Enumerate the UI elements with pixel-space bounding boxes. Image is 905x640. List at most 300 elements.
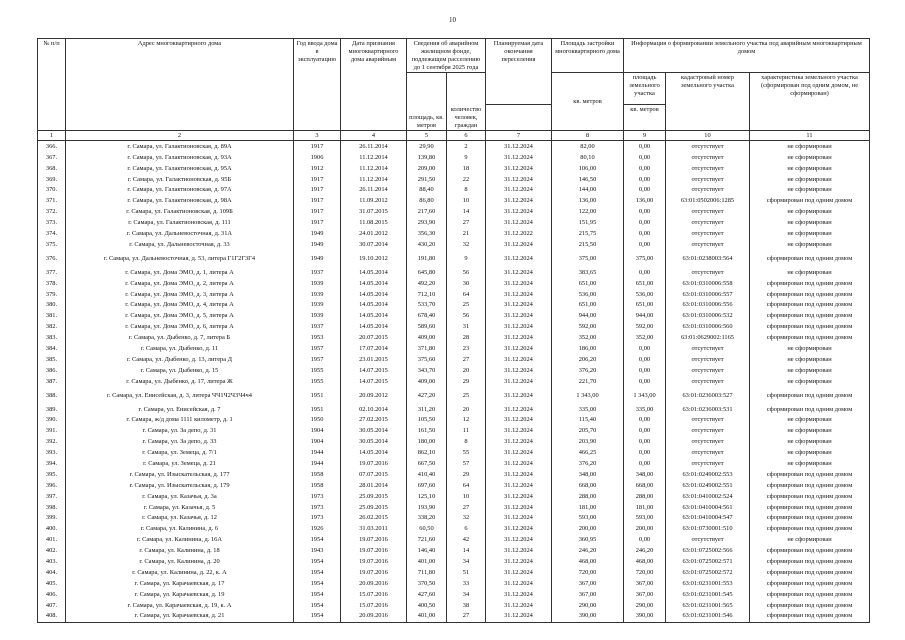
- address-cell: г. Самара, ул. Дыбенко, д. 11: [66, 343, 294, 354]
- row-number-cell: 376.: [38, 250, 66, 267]
- land-area-cell: 0,00: [624, 152, 666, 163]
- people-count-cell: 29: [447, 376, 486, 387]
- row-number-cell: 390.: [38, 415, 66, 426]
- year-built-cell: 1937: [294, 267, 341, 278]
- planned-date-cell: 31.12.2024: [486, 513, 552, 524]
- table-row: [38, 174, 870, 185]
- date-recognized-cell: 31.07.2015: [341, 206, 407, 217]
- area-cell: 29,90: [407, 141, 447, 152]
- table-row: [38, 267, 870, 278]
- planned-date-cell: 31.12.2024: [486, 206, 552, 217]
- row-number-cell: 366.: [38, 141, 66, 152]
- cadastral-number-cell: 63:01:0310006:532: [666, 310, 750, 321]
- planned-date-cell: 31.12.2024: [486, 163, 552, 174]
- area-cell: 862,10: [407, 447, 447, 458]
- year-built-cell: 1954: [294, 578, 341, 589]
- header-column-number: 1: [38, 131, 66, 141]
- header-column-number: 3: [294, 131, 341, 141]
- year-built-cell: 1917: [294, 174, 341, 185]
- building-footprint-cell: 186,00: [552, 343, 624, 354]
- land-area-cell: 0,00: [624, 239, 666, 250]
- area-cell: 311,20: [407, 404, 447, 415]
- date-recognized-cell: 14.07.2015: [341, 365, 407, 376]
- land-area-cell: 200,00: [624, 524, 666, 535]
- address-cell: г. Самара, ул. За депо, д. 33: [66, 436, 294, 447]
- date-recognized-cell: 30.05.2014: [341, 425, 407, 436]
- area-cell: 712,10: [407, 289, 447, 300]
- land-area-cell: 246,20: [624, 545, 666, 556]
- planned-date-cell: 31.12.2024: [486, 354, 552, 365]
- address-cell: г. Самара, ул. Дома ЭМО, д. 1, литера А: [66, 267, 294, 278]
- land-status-cell: сформирован под одним домом: [750, 469, 870, 480]
- cadastral-number-cell: 63:01:0725002:572: [666, 567, 750, 578]
- building-footprint-cell: 215,75: [552, 228, 624, 239]
- land-status-cell: не сформирован: [750, 447, 870, 458]
- land-area-cell: 288,00: [624, 491, 666, 502]
- table-row: [38, 491, 870, 502]
- row-number-cell: 383.: [38, 332, 66, 343]
- people-count-cell: 10: [447, 491, 486, 502]
- table-row: [38, 567, 870, 578]
- building-footprint-cell: 367,00: [552, 589, 624, 600]
- land-area-cell: 375,00: [624, 250, 666, 267]
- cadastral-number-cell: 63:01:0410004:561: [666, 502, 750, 513]
- people-count-cell: 64: [447, 480, 486, 491]
- land-status-cell: сформирован под одним домом: [750, 567, 870, 578]
- planned-date-cell: 31.12.2024: [486, 534, 552, 545]
- planned-date-cell: 31.12.2024: [486, 600, 552, 611]
- year-built-cell: 1953: [294, 332, 341, 343]
- planned-date-cell: 31.12.2024: [486, 524, 552, 535]
- table-row: [38, 376, 870, 387]
- land-area-cell: 181,00: [624, 502, 666, 513]
- cadastral-number-cell: 63:01:0410004:547: [666, 513, 750, 524]
- planned-date-cell: 31.12.2024: [486, 458, 552, 469]
- date-recognized-cell: 20.07.2015: [341, 332, 407, 343]
- cadastral-number-cell: 63:01:0310006:556: [666, 300, 750, 311]
- people-count-cell: 2: [447, 141, 486, 152]
- year-built-cell: 1954: [294, 534, 341, 545]
- row-number-cell: 403.: [38, 556, 66, 567]
- date-recognized-cell: 26.11.2014: [341, 141, 407, 152]
- area-cell: 667,50: [407, 458, 447, 469]
- land-status-cell: сформирован под одним домом: [750, 250, 870, 267]
- row-number-cell: 408.: [38, 611, 66, 622]
- address-cell: г. Самара, ул. Карачаевская, д. 21: [66, 611, 294, 622]
- date-recognized-cell: 14.05.2014: [341, 447, 407, 458]
- land-area-cell: 367,00: [624, 578, 666, 589]
- building-footprint-cell: 468,00: [552, 556, 624, 567]
- address-cell: г. Самара, ул. Калинина, д. 16А: [66, 534, 294, 545]
- planned-date-cell: 31.12.2024: [486, 289, 552, 300]
- date-recognized-cell: 19.10.2012: [341, 250, 407, 267]
- people-count-cell: 57: [447, 458, 486, 469]
- address-cell: г. Самара, ул. Дальневосточная, д. 33: [66, 239, 294, 250]
- land-area-cell: 0,00: [624, 163, 666, 174]
- planned-date-cell: 31.12.2024: [486, 491, 552, 502]
- table-row: [38, 289, 870, 300]
- area-cell: 338,20: [407, 513, 447, 524]
- year-built-cell: 1944: [294, 447, 341, 458]
- table-row: [38, 469, 870, 480]
- land-status-cell: не сформирован: [750, 267, 870, 278]
- year-built-cell: 1943: [294, 545, 341, 556]
- area-cell: 191,80: [407, 250, 447, 267]
- cadastral-number-cell: отсутствует: [666, 239, 750, 250]
- header-column-number: 5: [407, 131, 447, 141]
- land-area-cell: 0,00: [624, 141, 666, 152]
- table-row: [38, 600, 870, 611]
- table-row: [38, 578, 870, 589]
- year-built-cell: 1955: [294, 376, 341, 387]
- header-column-number: 8: [552, 131, 624, 141]
- land-status-cell: не сформирован: [750, 436, 870, 447]
- planned-date-cell: 31.12.2024: [486, 217, 552, 228]
- table-row: [38, 354, 870, 365]
- building-footprint-cell: 376,20: [552, 365, 624, 376]
- year-built-cell: 1917: [294, 141, 341, 152]
- row-number-cell: 407.: [38, 600, 66, 611]
- land-area-cell: 0,00: [624, 174, 666, 185]
- table-row: [38, 185, 870, 196]
- building-footprint-cell: 181,00: [552, 502, 624, 513]
- land-status-cell: сформирован под одним домом: [750, 332, 870, 343]
- land-status-cell: сформирован под одним домом: [750, 524, 870, 535]
- land-area-cell: 390,00: [624, 611, 666, 622]
- date-recognized-cell: 14.05.2014: [341, 278, 407, 289]
- row-number-cell: 374.: [38, 228, 66, 239]
- cadastral-number-cell: 63:01:0231001:546: [666, 611, 750, 622]
- year-built-cell: 1906: [294, 152, 341, 163]
- address-cell: г. Самара, ул. Карачаевская, д. 17: [66, 578, 294, 589]
- land-status-cell: не сформирован: [750, 239, 870, 250]
- land-area-cell: 0,00: [624, 217, 666, 228]
- building-footprint-cell: 136,00: [552, 195, 624, 206]
- row-number-cell: 377.: [38, 267, 66, 278]
- address-cell: г. Самара, ул. Дыбенко, д. 15: [66, 365, 294, 376]
- row-number-cell: 388.: [38, 387, 66, 404]
- table-row: [38, 228, 870, 239]
- planned-date-cell: 31.12.2024: [486, 502, 552, 513]
- people-count-cell: 27: [447, 502, 486, 513]
- planned-date-cell: 31.12.2024: [486, 589, 552, 600]
- address-cell: г. Самара, ул. Галактионовская, д. 111: [66, 217, 294, 228]
- planned-date-cell: 31.12.2024: [486, 545, 552, 556]
- address-cell: г. Самара, ул. Галактионовская, д. 97А: [66, 185, 294, 196]
- row-number-cell: 372.: [38, 206, 66, 217]
- cadastral-number-cell: отсутствует: [666, 185, 750, 196]
- people-count-cell: 12: [447, 415, 486, 426]
- table-row: [38, 404, 870, 415]
- land-area-cell: 0,00: [624, 206, 666, 217]
- area-cell: 410,40: [407, 469, 447, 480]
- land-area-cell: 0,00: [624, 415, 666, 426]
- date-recognized-cell: 11.12.2014: [341, 163, 407, 174]
- address-cell: г. Самара, ул. Казачья, д. 5: [66, 502, 294, 513]
- building-footprint-cell: 360,95: [552, 534, 624, 545]
- planned-date-cell: 31.12.2024: [486, 141, 552, 152]
- date-recognized-cell: 14.05.2014: [341, 267, 407, 278]
- planned-date-cell: 31.12.2024: [486, 195, 552, 206]
- cadastral-number-cell: отсутствует: [666, 217, 750, 228]
- header-column-number: 7: [486, 131, 552, 141]
- year-built-cell: 1973: [294, 502, 341, 513]
- table-row: [38, 480, 870, 491]
- area-cell: 430,20: [407, 239, 447, 250]
- planned-date-cell: 31.12.2024: [486, 376, 552, 387]
- people-count-cell: 20: [447, 404, 486, 415]
- date-recognized-cell: 14.07.2015: [341, 376, 407, 387]
- people-count-cell: 33: [447, 578, 486, 589]
- planned-date-cell: 31.12.2024: [486, 480, 552, 491]
- year-built-cell: 1904: [294, 425, 341, 436]
- row-number-cell: 392.: [38, 436, 66, 447]
- planned-date-cell: 31.12.2024: [486, 310, 552, 321]
- land-status-cell: сформирован под одним домом: [750, 491, 870, 502]
- land-status-cell: сформирован под одним домом: [750, 278, 870, 289]
- cadastral-number-cell: отсутствует: [666, 425, 750, 436]
- area-cell: 139,80: [407, 152, 447, 163]
- year-built-cell: 1957: [294, 354, 341, 365]
- cadastral-number-cell: 63:01:0249002:553: [666, 469, 750, 480]
- people-count-cell: 29: [447, 469, 486, 480]
- date-recognized-cell: 19.07.2016: [341, 458, 407, 469]
- table-row: [38, 436, 870, 447]
- people-count-cell: 23: [447, 343, 486, 354]
- table-row: [38, 556, 870, 567]
- building-footprint-cell: 288,00: [552, 491, 624, 502]
- land-area-cell: 944,00: [624, 310, 666, 321]
- land-status-cell: не сформирован: [750, 185, 870, 196]
- cadastral-number-cell: отсутствует: [666, 415, 750, 426]
- land-area-cell: 0,00: [624, 376, 666, 387]
- people-count-cell: 56: [447, 310, 486, 321]
- year-built-cell: 1917: [294, 195, 341, 206]
- address-cell: г. Самара, ул. Калинина, д. 22, к. А: [66, 567, 294, 578]
- table-row: [38, 310, 870, 321]
- table-row: [38, 589, 870, 600]
- land-status-cell: не сформирован: [750, 458, 870, 469]
- row-number-cell: 397.: [38, 491, 66, 502]
- people-count-cell: 8: [447, 185, 486, 196]
- planned-date-cell: 31.12.2024: [486, 436, 552, 447]
- date-recognized-cell: 20.09.2016: [341, 578, 407, 589]
- address-cell: г. Самара, ул. Казачья, д. 12: [66, 513, 294, 524]
- area-cell: 291,50: [407, 174, 447, 185]
- building-footprint-cell: 352,00: [552, 332, 624, 343]
- building-footprint-cell: 466,25: [552, 447, 624, 458]
- header-year: Год ввода дома в эксплуатацию: [294, 39, 341, 131]
- building-footprint-cell: 151,95: [552, 217, 624, 228]
- date-recognized-cell: 20.09.2012: [341, 387, 407, 404]
- cadastral-number-cell: 63:01:0725002:571: [666, 556, 750, 567]
- year-built-cell: 1954: [294, 556, 341, 567]
- people-count-cell: 9: [447, 152, 486, 163]
- row-number-cell: 399.: [38, 513, 66, 524]
- planned-date-cell: 31.12.2024: [486, 447, 552, 458]
- header-column-number: 4: [341, 131, 407, 141]
- table-row: [38, 415, 870, 426]
- land-status-cell: не сформирован: [750, 174, 870, 185]
- table-row: [38, 152, 870, 163]
- land-status-cell: сформирован под одним домом: [750, 404, 870, 415]
- address-cell: г. Самара, ул. Карачаевская, д. 19: [66, 589, 294, 600]
- address-cell: г. Самара, ул. Галактионовская, д. 98А: [66, 195, 294, 206]
- year-built-cell: 1954: [294, 589, 341, 600]
- people-count-cell: 56: [447, 267, 486, 278]
- area-cell: 371,80: [407, 343, 447, 354]
- address-cell: г. Самара, ул. Енисейская, д. 3, литера ЧЧ1Ч2Ч3Ч4ч4: [66, 387, 294, 404]
- people-count-cell: 25: [447, 300, 486, 311]
- land-status-cell: не сформирован: [750, 217, 870, 228]
- date-recognized-cell: 15.07.2016: [341, 600, 407, 611]
- building-footprint-cell: 383,65: [552, 267, 624, 278]
- area-cell: 180,00: [407, 436, 447, 447]
- area-cell: 533,70: [407, 300, 447, 311]
- building-footprint-cell: 246,20: [552, 545, 624, 556]
- row-number-cell: 381.: [38, 310, 66, 321]
- year-built-cell: 1973: [294, 513, 341, 524]
- date-recognized-cell: 14.05.2014: [341, 289, 407, 300]
- area-cell: 161,50: [407, 425, 447, 436]
- date-recognized-cell: 11.12.2014: [341, 174, 407, 185]
- people-count-cell: 27: [447, 354, 486, 365]
- table-row: [38, 206, 870, 217]
- planned-date-cell: 31.12.2024: [486, 415, 552, 426]
- building-footprint-cell: 200,00: [552, 524, 624, 535]
- cadastral-number-cell: 63:01:0236003:527: [666, 387, 750, 404]
- cadastral-number-cell: 63:01:0730001:510: [666, 524, 750, 535]
- people-count-cell: 14: [447, 206, 486, 217]
- area-cell: 711,80: [407, 567, 447, 578]
- table-row: [38, 458, 870, 469]
- area-cell: 721,60: [407, 534, 447, 545]
- row-number-cell: 369.: [38, 174, 66, 185]
- land-status-cell: сформирован под одним домом: [750, 556, 870, 567]
- planned-date-cell: 31.12.2024: [486, 278, 552, 289]
- planned-date-cell: 31.12.2024: [486, 174, 552, 185]
- building-footprint-cell: 367,00: [552, 578, 624, 589]
- row-number-cell: 406.: [38, 589, 66, 600]
- area-cell: 217,60: [407, 206, 447, 217]
- cadastral-number-cell: отсутствует: [666, 343, 750, 354]
- land-status-cell: не сформирован: [750, 376, 870, 387]
- building-footprint-cell: 1 343,00: [552, 387, 624, 404]
- building-footprint-cell: 376,20: [552, 458, 624, 469]
- land-area-cell: 0,00: [624, 447, 666, 458]
- area-cell: 427,20: [407, 387, 447, 404]
- planned-date-cell: 31.12.2024: [486, 425, 552, 436]
- table-row: [38, 332, 870, 343]
- header-column-number: 9: [624, 131, 666, 141]
- year-built-cell: 1937: [294, 321, 341, 332]
- building-footprint-cell: 146,50: [552, 174, 624, 185]
- building-footprint-cell: 144,00: [552, 185, 624, 196]
- address-cell: г. Самара, ул. Дальневосточная, д. 53, литера Г1Г2Г3Г4: [66, 250, 294, 267]
- land-status-cell: сформирован под одним домом: [750, 545, 870, 556]
- land-status-cell: сформирован под одним домом: [750, 289, 870, 300]
- date-recognized-cell: 14.05.2014: [341, 310, 407, 321]
- land-area-cell: 290,00: [624, 600, 666, 611]
- row-number-cell: 396.: [38, 480, 66, 491]
- area-cell: 86,80: [407, 195, 447, 206]
- row-number-cell: 393.: [38, 447, 66, 458]
- year-built-cell: 1955: [294, 365, 341, 376]
- people-count-cell: 34: [447, 556, 486, 567]
- area-cell: 427,60: [407, 589, 447, 600]
- land-status-cell: не сформирован: [750, 152, 870, 163]
- people-count-cell: 20: [447, 365, 486, 376]
- land-area-cell: 348,00: [624, 469, 666, 480]
- year-built-cell: 1954: [294, 600, 341, 611]
- address-cell: г. Самара, ул. Дальневосточная, д. 31А: [66, 228, 294, 239]
- date-recognized-cell: 07.07.2015: [341, 469, 407, 480]
- planned-date-cell: 31.12.2024: [486, 250, 552, 267]
- planned-date-cell: 31.12.2024: [486, 578, 552, 589]
- cadastral-number-cell: отсутствует: [666, 141, 750, 152]
- date-recognized-cell: 23.01.2015: [341, 354, 407, 365]
- land-area-cell: 593,00: [624, 513, 666, 524]
- cadastral-number-cell: отсутствует: [666, 174, 750, 185]
- cadastral-number-cell: 63:01:0238003:564: [666, 250, 750, 267]
- year-built-cell: 1949: [294, 239, 341, 250]
- year-built-cell: 1939: [294, 300, 341, 311]
- planned-date-cell: 31.12.2024: [486, 567, 552, 578]
- date-recognized-cell: 26.11.2014: [341, 185, 407, 196]
- row-number-cell: 371.: [38, 195, 66, 206]
- land-area-cell: 0,00: [624, 534, 666, 545]
- address-cell: г. Самара, ул. Земеца, д. 21: [66, 458, 294, 469]
- year-built-cell: 1954: [294, 611, 341, 622]
- cadastral-number-cell: отсутствует: [666, 228, 750, 239]
- planned-date-cell: 31.12.2024: [486, 239, 552, 250]
- cadastral-number-cell: отсутствует: [666, 267, 750, 278]
- area-cell: 400,50: [407, 600, 447, 611]
- year-built-cell: 1973: [294, 491, 341, 502]
- year-built-cell: 1939: [294, 278, 341, 289]
- land-status-cell: сформирован под одним домом: [750, 578, 870, 589]
- planned-date-cell: 31.12.2024: [486, 267, 552, 278]
- land-area-cell: 651,00: [624, 300, 666, 311]
- land-status-cell: сформирован под одним домом: [750, 195, 870, 206]
- year-built-cell: 1949: [294, 250, 341, 267]
- address-cell: г. Самара, ул. Казачья, д. 3а: [66, 491, 294, 502]
- land-status-cell: сформирован под одним домом: [750, 310, 870, 321]
- year-built-cell: 1958: [294, 480, 341, 491]
- date-recognized-cell: 31.03.2011: [341, 524, 407, 535]
- header-land-area: площадь земельного участка: [624, 73, 666, 105]
- land-status-cell: сформирован под одним домом: [750, 480, 870, 491]
- row-number-cell: 401.: [38, 534, 66, 545]
- page-number: 10: [449, 16, 456, 24]
- people-count-cell: 27: [447, 217, 486, 228]
- header-land-characteristic: характеристика земельного участка (сформирован под одним домом, не сформирован): [750, 73, 870, 131]
- date-recognized-cell: 30.05.2014: [341, 436, 407, 447]
- people-count-cell: 8: [447, 436, 486, 447]
- cadastral-number-cell: 63:01:0502006:1285: [666, 195, 750, 206]
- address-cell: г. Самара, ул. Дома ЭМО, д. 6, литера А: [66, 321, 294, 332]
- people-count-cell: 28: [447, 332, 486, 343]
- date-recognized-cell: 19.07.2016: [341, 545, 407, 556]
- people-count-cell: 11: [447, 425, 486, 436]
- year-built-cell: 1917: [294, 217, 341, 228]
- area-cell: 209,00: [407, 163, 447, 174]
- people-count-cell: 9: [447, 250, 486, 267]
- area-cell: 589,60: [407, 321, 447, 332]
- people-count-cell: 6: [447, 524, 486, 535]
- table-row: [38, 611, 870, 622]
- cadastral-number-cell: отсутствует: [666, 163, 750, 174]
